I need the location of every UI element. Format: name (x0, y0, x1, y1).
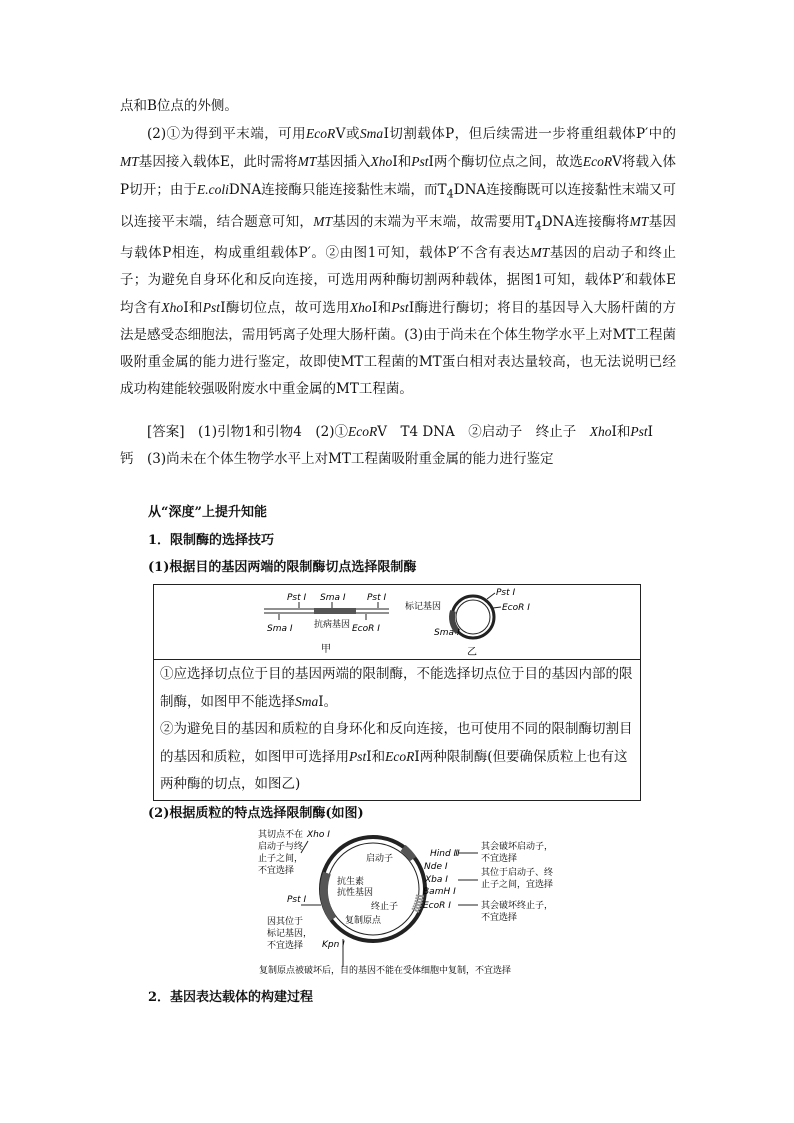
promoter-arc (403, 848, 413, 859)
label-sma-top: Sma Ⅰ (320, 593, 346, 603)
section-heading: 从“深度”上提升知能 (148, 505, 267, 520)
note-pst-1: 因其位于 (267, 917, 304, 927)
note-xho-4: 不宜选择 (258, 866, 295, 876)
label-ecor: EcoR Ⅰ (352, 624, 380, 634)
resistance-gene-arc (324, 873, 333, 919)
label-ecor: EcoR Ⅰ (423, 901, 451, 911)
subsection-title-1: 1．限制酶的选择技巧 (148, 533, 275, 548)
restriction-enzyme-box (153, 584, 641, 801)
note-right-2: 不宜选择 (481, 854, 518, 864)
label-yi: 乙 (467, 647, 477, 658)
label-xba: Xba Ⅰ (425, 875, 448, 885)
label-resist-2: 抗性基因 (337, 888, 374, 898)
plasmid-diagram (253, 823, 573, 979)
note-right-1: 其会破坏启动子， (481, 842, 554, 852)
paragraph-continuation: 点和B位点的外侧。 (120, 98, 238, 114)
note-xho-2: 启动子与终 (258, 842, 304, 852)
answer-paragraph: [答案] (1)引物1和引物4 (2)①EcoRⅤ T4 DNA ②启动子 终止子 XhoⅠ和PstⅠ 钙 (3)尚未在个体生物学水平上对MT工程菌吸附重金属的能力进行鉴定 (120, 424, 653, 467)
label-promoter: 启动子 (366, 854, 394, 864)
label-pst-right: Pst Ⅰ (367, 593, 387, 603)
box-point-2: ②为避免目的基因和质粒的自身环化和反向连接，也可使用不同的限制酶切割目的基因和质粒，如图甲可选择用PstⅠ和EcoRⅠ两种限制酶(但要确保质粒上也有这两种酶的切点，如图乙) (160, 721, 633, 792)
paragraph-explanation: (2)①为得到平末端，可用EcoRⅤ或SmaⅠ切割载体P，但后续需进一步将重组载体P′中的MT基因接入载体E，此时需将MT基因插入XhoⅠ和PstⅠ两个酶切位点之间，故选EcoRⅤ将载入体P切开；由于E.coliDNA连接酶只能连接黏性末端，而$T_4DNA$连接酶既可以连接黏性末端又可以连接平末端，结合题意可知，MT基因的末端为平末端，故需要用$T_4DNA$连接酶将MT基因与载体P相连，构成重组载体P′。②由图1可知，载体P′不含有表达MT基因的启动子和终止子；为避免自身环化和反向连接，可选用两种酶切割两种载体，据图1可知，载体P′和载体E均含有XhoⅠ和PstⅠ酶切位点，故可选用XhoⅠ和PstⅠ酶进行酶切；将目的基因导入大肠杆菌的方法是感受态细胞法，需用钙离子处理大肠杆菌。(3)由于尚未在个体生物学水平上对MT工程菌吸附重金属的能力进行鉴定，故即使MT工程菌的MT蛋白相对表达量较高，也无法说明已经成功构建能较强吸附废水中重金属的MT工程菌。 (120, 126, 677, 398)
label-marker-gene: 标记基因 (405, 602, 442, 612)
box-point-1: ①应选择切点位于目的基因两端的限制酶，不能选择切点位于目的基因内部的限制酶，如图甲不能选择SmaⅠ。 (160, 666, 633, 710)
label-pst-left: Pst Ⅰ (287, 593, 307, 603)
note-right-4: 止子之间，宜选择 (481, 880, 554, 890)
label-nde: Nde Ⅰ (424, 862, 448, 872)
box-text (160, 661, 636, 798)
label-jia: 甲 (321, 644, 331, 655)
subsection-title-2: 2．基因表达载体的构建过程 (148, 990, 314, 1005)
note-bottom: 复制原点被破坏后，目的基因不能在受体细胞中复制，不宜选择 (259, 966, 512, 976)
terminator-arc (415, 895, 420, 911)
note-xho-3: 止子之间， (258, 854, 304, 864)
label-kpn: Kpn Ⅰ (322, 940, 345, 950)
subsection-title-1-2: (2)根据质粒的特点选择限制酶(如图) (148, 806, 364, 821)
label-sma-bottom: Sma Ⅰ (267, 624, 293, 634)
label-hind: Hind Ⅲ (430, 849, 460, 859)
label-terminator: 终止子 (371, 902, 399, 912)
label-pst-plasmid: Pst Ⅰ (496, 588, 516, 598)
note-xho-1: 其切点不在 (258, 830, 304, 840)
note-right-3: 其位于启动子、终 (481, 868, 554, 878)
note-pst-3: 不宜选择 (267, 941, 304, 951)
target-gene-bar (314, 608, 356, 614)
label-gene: 抗病基因 (314, 620, 351, 630)
plasmid-inner-ring (456, 600, 490, 634)
label-pst: Pst Ⅰ (287, 895, 307, 905)
label-ecor-plasmid: EcoR Ⅰ (502, 603, 530, 613)
label-ori: 复制原点 (345, 916, 382, 926)
label-bam: BamH Ⅰ (423, 887, 456, 897)
note-pst-2: 标记基因， (267, 929, 313, 939)
label-xho: Xho Ⅰ (307, 830, 330, 840)
pointer-ecor (493, 607, 501, 608)
label-resist-1: 抗生素 (337, 877, 365, 887)
note-right-6: 不宜选择 (481, 913, 518, 923)
pointer-pst (487, 593, 495, 599)
figure-jia-yi (154, 585, 640, 660)
subsection-title-1-1: (1)根据目的基因两端的限制酶切点选择限制酶 (148, 560, 417, 575)
note-right-5: 其会破坏终止子， (481, 901, 554, 911)
label-sma-plasmid: Sma Ⅰ (434, 628, 460, 638)
figure-1-svg (154, 585, 640, 659)
